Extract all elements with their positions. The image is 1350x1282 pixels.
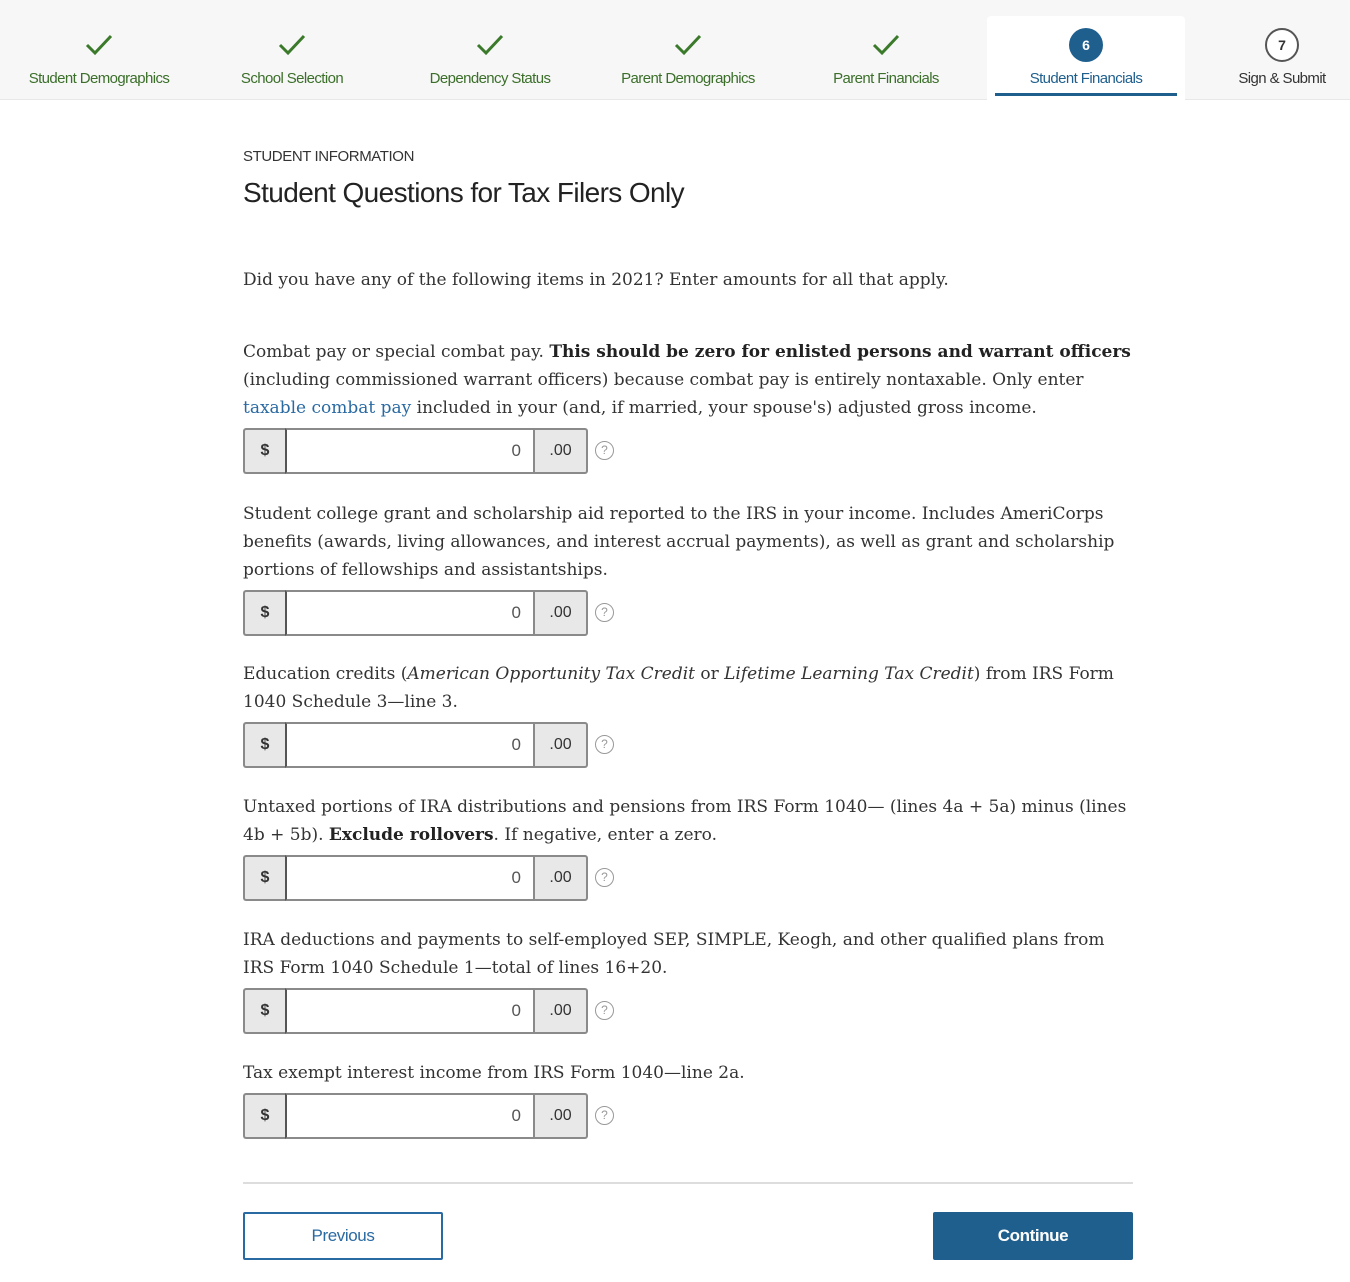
- cents-suffix: .00: [533, 855, 588, 901]
- question-text-part: Education credits (: [243, 664, 408, 684]
- ira-deductions-input[interactable]: [285, 988, 533, 1034]
- step-label: Parent Demographics: [621, 70, 755, 87]
- page-title: Student Questions for Tax Filers Only: [243, 177, 685, 208]
- question-text-part: included in your (and, if married, your spouse's) adjusted gross income.: [411, 398, 1037, 418]
- tax-exempt-interest-input[interactable]: [285, 1093, 533, 1139]
- amount-input-group: [243, 1093, 608, 1139]
- intro-text: Did you have any of the following items in 2021? Enter amounts for all that apply.: [243, 270, 949, 290]
- help-icon[interactable]: ?: [595, 868, 614, 887]
- check-icon: [275, 28, 309, 62]
- question-text-part: (including commissioned warrant officers) because combat pay is entirely nontaxable. Only enter: [243, 370, 1084, 390]
- dollar-prefix: $: [243, 590, 285, 636]
- question-text: [243, 338, 1135, 422]
- dollar-prefix: $: [243, 1093, 285, 1139]
- step-label: Parent Financials: [833, 70, 939, 87]
- untaxed-ira-input[interactable]: [285, 855, 533, 901]
- step-parent-financials[interactable]: [787, 0, 985, 100]
- step-label: Student Financials: [1029, 70, 1143, 87]
- combat-pay-input[interactable]: [285, 428, 533, 474]
- cents-suffix: .00: [533, 428, 588, 474]
- active-step-underline: [995, 93, 1177, 96]
- amount-input-group: [243, 988, 608, 1034]
- cents-suffix: .00: [533, 590, 588, 636]
- step-parent-demographics[interactable]: [589, 0, 787, 100]
- footer-divider: [243, 1182, 1133, 1184]
- question-text: [243, 793, 1135, 849]
- step-label: School Selection: [240, 70, 344, 87]
- education-credits-input[interactable]: [285, 722, 533, 768]
- question-emphasis: This should be zero for enlisted persons and warrant officers: [549, 342, 1131, 362]
- help-icon[interactable]: ?: [595, 1106, 614, 1125]
- step-number-badge: 7: [1265, 28, 1299, 62]
- question-text: Tax exempt interest income from IRS Form 1040—line 2a.: [243, 1063, 745, 1083]
- step-dependency-status[interactable]: [391, 0, 589, 100]
- question-text-part: Combat pay or special combat pay.: [243, 342, 550, 362]
- help-icon[interactable]: ?: [595, 735, 614, 754]
- grant-scholarship-input[interactable]: [285, 590, 533, 636]
- question-text-part: . If negative, enter a zero.: [493, 825, 717, 845]
- continue-button[interactable]: Continue: [933, 1212, 1133, 1260]
- check-icon: [869, 28, 903, 62]
- question-text: IRA deductions and payments to self-employed SEP, SIMPLE, Keogh, and other qualified plans from IRS Form 1040 Schedule 1—total of lines 16+20.: [243, 930, 1105, 978]
- step-label: Student Demographics: [28, 70, 170, 87]
- dollar-prefix: $: [243, 722, 285, 768]
- cents-suffix: .00: [533, 1093, 588, 1139]
- question-grant-scholarship: [243, 500, 1135, 636]
- dollar-prefix: $: [243, 988, 285, 1034]
- question-text-part: ) from IRS Form 1040 Schedule 3—line 3.: [243, 664, 1114, 712]
- question-text-part: Untaxed portions of IRA distributions and pensions from IRS Form 1040— (lines 4a + 5a) minus (lines 4b + 5b).: [243, 797, 1127, 845]
- check-icon: [473, 28, 507, 62]
- section-eyebrow: STUDENT INFORMATION: [243, 148, 415, 165]
- question-text: Student college grant and scholarship aid reported to the IRS in your income. Includes AmeriCorps benefits (awards, living allowances, and interest accrual payments), as well as grant and scholarship portions of fellowships and assistantships.: [243, 504, 1115, 580]
- check-icon: [671, 28, 705, 62]
- question-italic: Lifetime Learning Tax Credit: [724, 664, 974, 684]
- step-school-selection[interactable]: [193, 0, 391, 100]
- question-italic: American Opportunity Tax Credit: [407, 664, 695, 684]
- step-student-demographics[interactable]: [0, 0, 198, 100]
- step-sign-submit[interactable]: [1183, 0, 1350, 100]
- progress-stepper: [0, 0, 1350, 100]
- question-ira-deductions: [243, 926, 1135, 1034]
- step-label: Sign & Submit: [1238, 70, 1326, 87]
- check-icon: [82, 28, 116, 62]
- question-tax-exempt-interest: [243, 1059, 1135, 1139]
- question-education-credits: [243, 660, 1135, 768]
- taxable-combat-pay-link[interactable]: taxable combat pay: [243, 398, 412, 418]
- question-untaxed-ira: [243, 793, 1135, 901]
- previous-button[interactable]: Previous: [243, 1212, 443, 1260]
- step-student-financials[interactable]: [987, 16, 1185, 100]
- main-content: [243, 148, 1133, 290]
- amount-input-group: [243, 855, 608, 901]
- question-text: [243, 660, 1135, 716]
- step-number-badge: 6: [1069, 28, 1103, 62]
- cents-suffix: .00: [533, 988, 588, 1034]
- question-combat-pay: [243, 338, 1135, 474]
- cents-suffix: .00: [533, 722, 588, 768]
- step-label: Dependency Status: [429, 70, 551, 87]
- dollar-prefix: $: [243, 428, 285, 474]
- question-emphasis: Exclude rollovers: [328, 825, 494, 845]
- help-icon[interactable]: ?: [595, 1001, 614, 1020]
- question-text-part: or: [694, 664, 725, 684]
- amount-input-group: [243, 590, 608, 636]
- amount-input-group: [243, 722, 608, 768]
- help-icon[interactable]: ?: [595, 441, 614, 460]
- amount-input-group: [243, 428, 608, 474]
- dollar-prefix: $: [243, 855, 285, 901]
- help-icon[interactable]: ?: [595, 603, 614, 622]
